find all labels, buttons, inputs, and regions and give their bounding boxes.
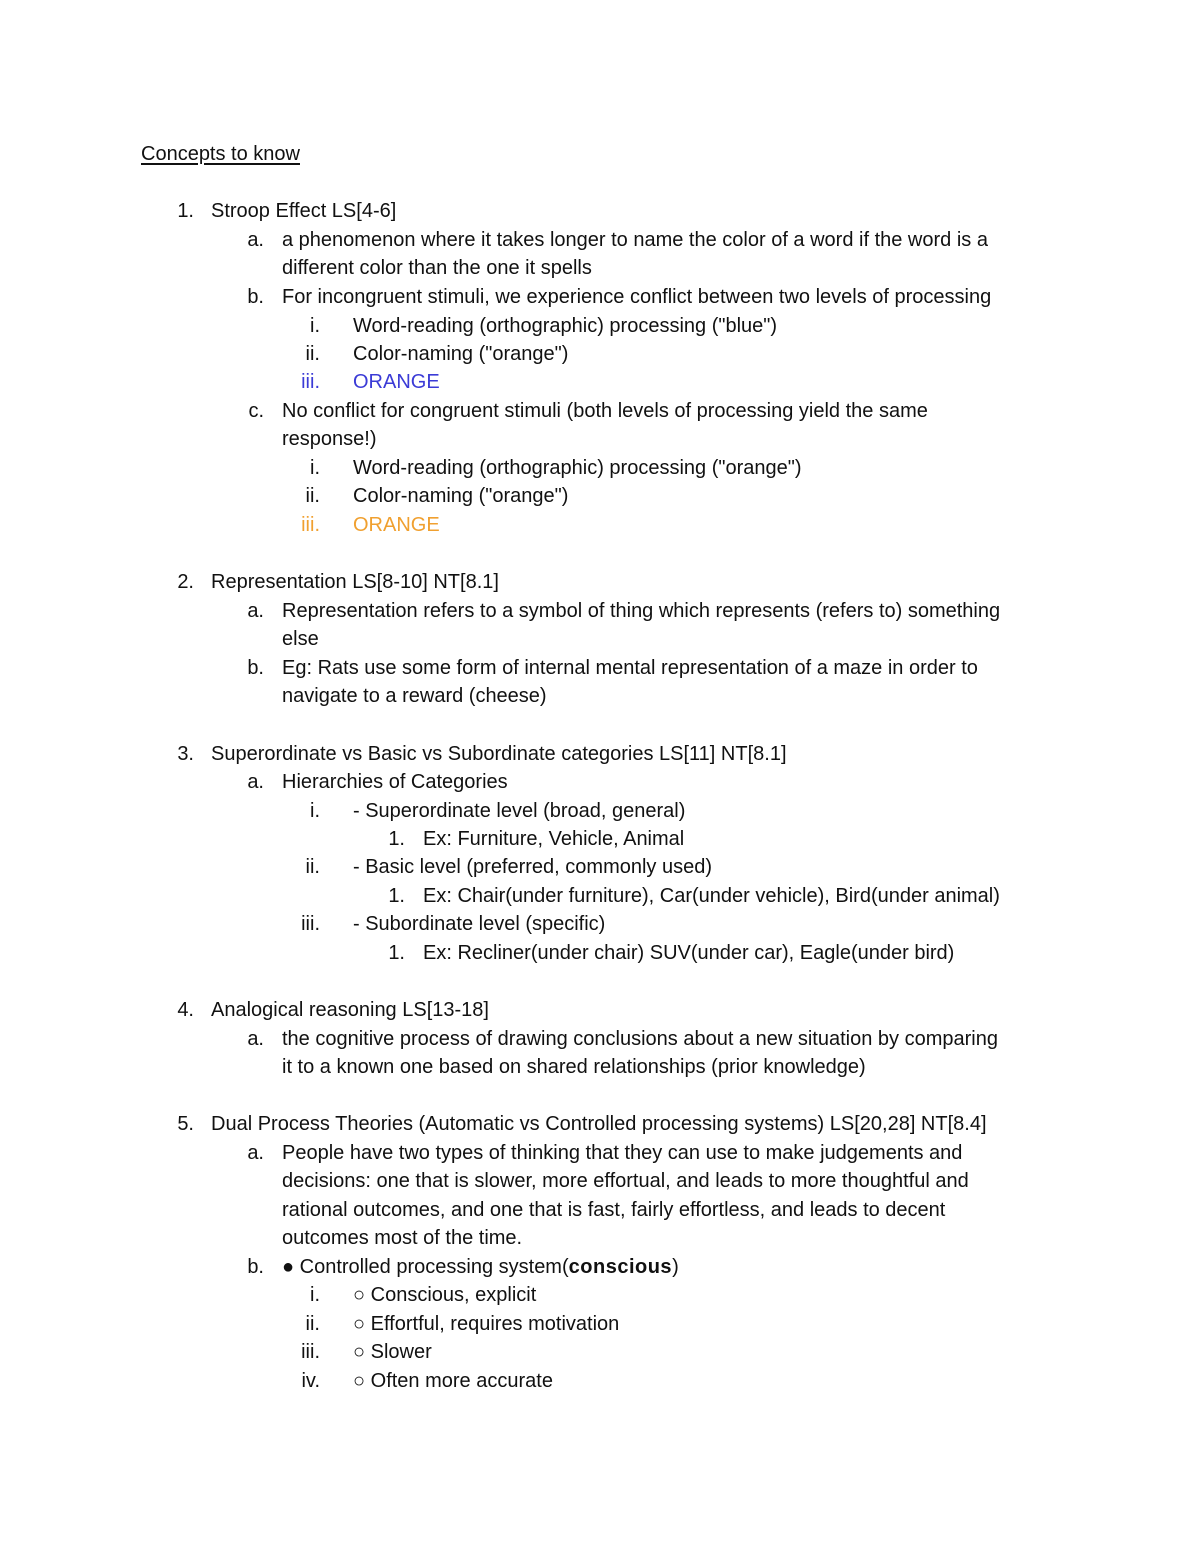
section-3-number: 3. xyxy=(177,743,194,765)
section-3-a-marker: a. xyxy=(247,771,264,793)
section-4-heading: Analogical reasoning LS[13-18] xyxy=(211,999,489,1021)
section-1-a-marker: a. xyxy=(247,229,264,251)
section-2-heading: Representation LS[8-10] NT[8.1] xyxy=(211,571,499,593)
section-5-a-line3: rational outcomes, and one that is fast, fairly effortless, and leads to decent xyxy=(282,1199,946,1221)
section-5-b-prefix: ● Controlled processing system( xyxy=(282,1256,569,1278)
section-3-a-iii-marker: iii. xyxy=(301,913,320,935)
section-5-b-suffix: ) xyxy=(672,1256,679,1278)
section-5-heading: Dual Process Theories (Automatic vs Controlled processing systems) LS[20,28] NT[8.4] xyxy=(211,1113,987,1135)
section-2-a-line2: else xyxy=(282,628,319,650)
section-2-a-marker: a. xyxy=(247,600,264,622)
section-3-a-text: Hierarchies of Categories xyxy=(282,771,508,793)
section-1-b-ii-text: Color-naming ("orange") xyxy=(353,343,569,365)
section-1-b-i-text: Word-reading (orthographic) processing ("blue") xyxy=(353,315,778,337)
page-title: Concepts to know xyxy=(141,143,300,165)
section-5-number: 5. xyxy=(177,1113,194,1135)
section-3-a-iii-text: - Subordinate level (specific) xyxy=(353,913,606,935)
section-4-a-marker: a. xyxy=(247,1028,264,1050)
section-2-b-line1: Eg: Rats use some form of internal mental representation of a maze in order to xyxy=(282,657,978,679)
section-3-a-ii-1-marker: 1. xyxy=(388,885,405,907)
section-5-b-bold: conscious xyxy=(568,1256,673,1278)
section-3-a-ii-text: - Basic level (preferred, commonly used) xyxy=(353,856,713,878)
section-2-number: 2. xyxy=(177,571,194,593)
section-3-a-i-1-marker: 1. xyxy=(388,828,405,850)
section-3-heading: Superordinate vs Basic vs Subordinate categories LS[11] NT[8.1] xyxy=(211,743,787,765)
section-1-c-ii-text: Color-naming ("orange") xyxy=(353,485,569,507)
section-1-c-ii-marker: ii. xyxy=(305,485,320,507)
section-3-a-i-marker: i. xyxy=(310,800,320,822)
section-1-c-i-marker: i. xyxy=(310,457,320,479)
section-1-c-marker: c. xyxy=(248,400,264,422)
section-4-a-line2: it to a known one based on shared relationships (prior knowledge) xyxy=(282,1056,866,1078)
section-1-b-ii-marker: ii. xyxy=(305,343,320,365)
section-5-b-iii-text: ○ Slower xyxy=(353,1341,432,1363)
section-1-b-marker: b. xyxy=(247,286,264,308)
section-1-a-line1: a phenomenon where it takes longer to name the color of a word if the word is a xyxy=(282,229,988,251)
section-2-b-line2: navigate to a reward (cheese) xyxy=(282,685,547,707)
section-3-a-i-text: - Superordinate level (broad, general) xyxy=(353,800,686,822)
section-1-c-iii-text: ORANGE xyxy=(353,514,440,536)
section-5-a-line1: People have two types of thinking that they can use to make judgements and xyxy=(282,1142,963,1164)
section-1-c-line2: response!) xyxy=(282,428,377,450)
section-1-c-line1: No conflict for congruent stimuli (both levels of processing yield the same xyxy=(282,400,928,422)
section-5-b-iv-marker: iv. xyxy=(301,1370,320,1392)
section-1-c-iii-marker: iii. xyxy=(301,514,320,536)
section-5-a-line2: decisions: one that is slower, more effortual, and leads to more thoughtful and xyxy=(282,1170,969,1192)
section-5-b-i-text: ○ Conscious, explicit xyxy=(353,1284,537,1306)
section-2-b-marker: b. xyxy=(247,657,264,679)
section-5-b-iii-marker: iii. xyxy=(301,1341,320,1363)
section-3-a-iii-1-text: Ex: Recliner(under chair) SUV(under car), Eagle(under bird) xyxy=(423,942,955,964)
section-5-b-text xyxy=(282,1253,679,1281)
section-1-b-iii-marker: iii. xyxy=(301,371,320,393)
section-4-a-line1: the cognitive process of drawing conclusions about a new situation by comparing xyxy=(282,1028,998,1050)
section-5-b-ii-text: ○ Effortful, requires motivation xyxy=(353,1313,620,1335)
section-1-number: 1. xyxy=(177,200,194,222)
section-5-b-ii-marker: ii. xyxy=(305,1313,320,1335)
section-2-a-line1: Representation refers to a symbol of thing which represents (refers to) something xyxy=(282,600,1001,622)
section-1-b-text: For incongruent stimuli, we experience conflict between two levels of processing xyxy=(282,286,992,308)
section-1-a-line2: different color than the one it spells xyxy=(282,257,592,279)
section-1-heading: Stroop Effect LS[4-6] xyxy=(211,200,397,222)
section-1-c-i-text: Word-reading (orthographic) processing ("orange") xyxy=(353,457,802,479)
section-5-b-marker: b. xyxy=(247,1256,264,1278)
section-3-a-i-1-text: Ex: Furniture, Vehicle, Animal xyxy=(423,828,685,850)
section-5-a-marker: a. xyxy=(247,1142,264,1164)
section-1-b-i-marker: i. xyxy=(310,315,320,337)
section-5-b-i-marker: i. xyxy=(310,1284,320,1306)
section-3-a-ii-marker: ii. xyxy=(305,856,320,878)
section-3-a-ii-1-text: Ex: Chair(under furniture), Car(under vehicle), Bird(under animal) xyxy=(423,885,1000,907)
section-5-a-line4: outcomes most of the time. xyxy=(282,1227,523,1249)
section-4-number: 4. xyxy=(177,999,194,1021)
section-5-b-iv-text: ○ Often more accurate xyxy=(353,1370,553,1392)
section-1-b-iii-text: ORANGE xyxy=(353,371,440,393)
section-3-a-iii-1-marker: 1. xyxy=(388,942,405,964)
